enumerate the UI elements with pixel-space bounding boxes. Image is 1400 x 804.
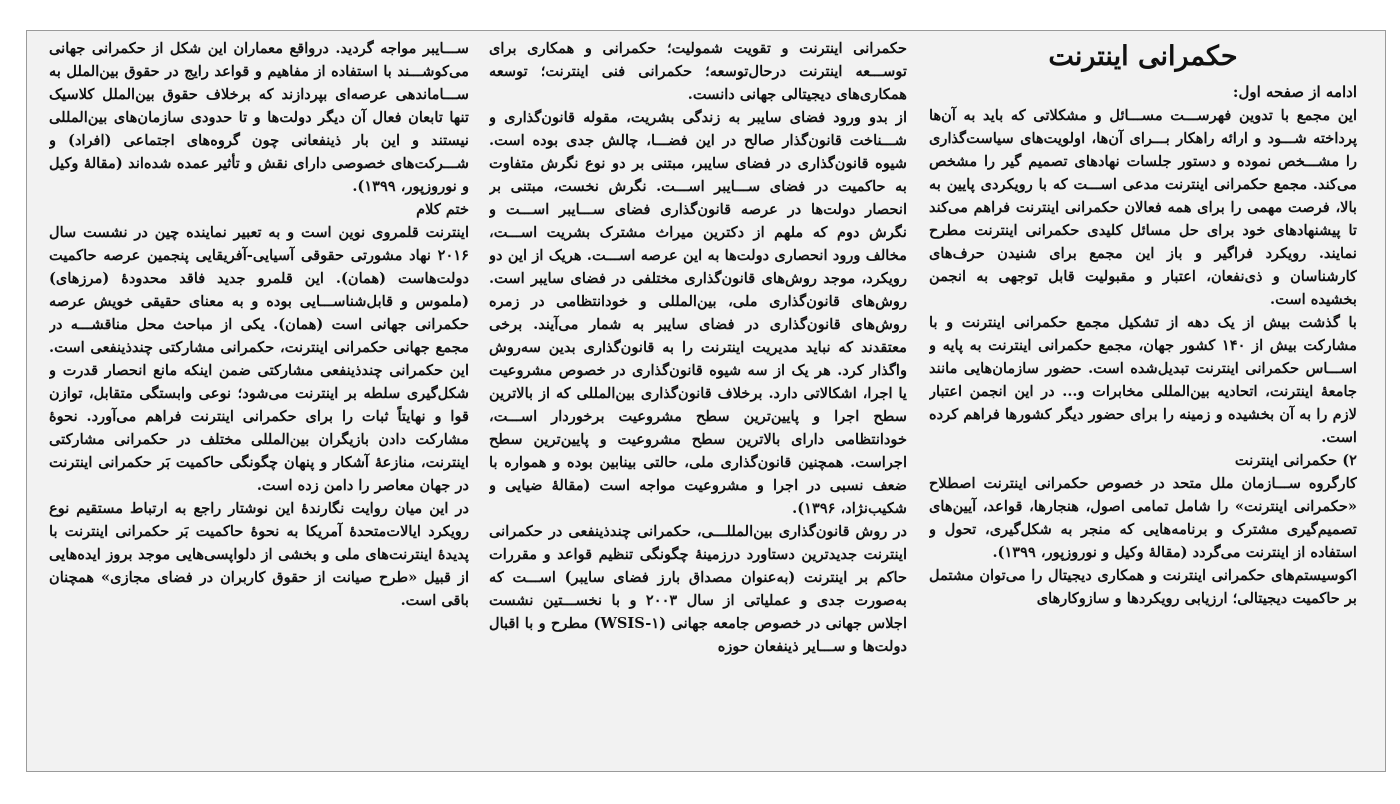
paragraph: اینترنت قلمروی نوین است و به تعبیر نماینده چین در نشست سال ۲۰۱۶ نهاد مشورتی حقوقی آسیایی-آفریقایی پنجمین عرصه حاکمیت دولت‌هاست (همان). این قلمرو جدید فاقد محدودهٔ (مرزهای) (ملموس و قابل‌شناســـایی بوده و به معنای حقیقی خویش عرصه حکمرانی جهانی است (همان). یکی از مباحث محل مناقشـــه در مجمع جهانی حکمرانی اینترنت، حکمرانی مشارکتی چندذینفعی است. این حکمرانی چندذینفعی مشارکتی ضمن اینکه مانع انحصار قدرت و شکل‌گیری سلطه بر اینترنت می‌شود؛ نوعی وابستگی متقابل، توازن قوا و نهایتاً ثبات را برای حکمرانی اینترنت فراهم می‌آورد. نحوهٔ مشارکت دادن بازیگران بین‌المللی مختلف در حکمرانی مشارکتی اینترنت، منازعهٔ آشکار و پنهان چگونگی حاکمیت بَر حکمرانی اینترنت در جهان معاصر را دامن زده است. xyxy=(49,224,469,494)
paragraph: در روش قانون‌گذاری بین‌المللـــی، حکمرانی چندذینفعی در حکمرانی اینترنت جدیدترین دستاورد درزمینهٔ چگونگی تنظیم قواعد و مقررات حاکم بر اینترنت (به‌عنوان مصداق بارز فضای سایبر) اســـت که به‌صورت جدی و عملیاتی از سال ۲۰۰۳ و با نخســـتین نشست اجلاس جهانی در خصوص جامعه جهانی (WSIS-۱) مطرح و با اقبال دولت‌ها و ســـایر ذینفعان حوزه xyxy=(489,523,907,655)
column-right xyxy=(929,37,1357,765)
paragraph: از بدو ورود فضای سایبر به زندگی بشریت، مقوله قانون‌گذاری و شـــناخت قانون‌گذار صالح در این فضـــا، چالش جدی بوده است. شیوه قانون‌گذاری در فضای سایبر، مبتنی بر دو نوع نگرش متفاوت به حاکمیت در فضای ســـایبر اســـت. نگرش نخست، مبتنی بر انحصار دولت‌ها در عرصه قانون‌گذاری فضای ســـایبر اســـت و نگرش دوم که ملهم از دکترین میراث مشترک بشریت اســـت، مخالف ورود انحصاری دولت‌ها به این عرصه اســـت. هریک از این دو رویکرد، موجد روش‌های قانون‌گذاری مختلفی در فضای سایبر است. روش‌های قانون‌گذاری ملی، بین‌المللی و خودانتظامی در زمره روش‌های قانون‌گذاری در فضای سایبر به شمار می‌آیند. برخی معتقدند که نباید مدیریت اینترنت را به قانون‌گذاری بدین سه‌روش واگذار کرد. هر یک از سه شیوه قانون‌گذاری در خصوص مشروعیت یا اجرا، اشکالاتی دارد. برخلاف قانون‌گذاری بین‌المللی که از بالاترین سطح اجرا و پایین‌ترین سطح مشروعیت برخوردار اســـت، خودانتظامی دارای بالاترین سطح مشروعیت و پایین‌ترین سطح اجراست. همچنین قانون‌گذاری ملی، حالتی بینابین بوده و همواره با ضعف نسبی در اجرا و مشروعیت مواجه است (مقالهٔ ضیایی و شکیب‌نژاد، ۱۳۹۶). xyxy=(489,109,907,517)
section-heading: ختم کلام xyxy=(416,201,469,218)
column-middle xyxy=(489,37,907,765)
paragraph: ســـایبر مواجه گردید. درواقع معماران این شکل از حکمرانی جهانی می‌کوشـــند با استفاده از مفاهیم و قواعد رایج در حقوق بین‌الملل به ســـاماندهی عرصه‌ای بپردازند که برخلاف حقوق بین‌الملل کلاسیک تنها تابعان فعال آن دیگر دولت‌ها و تا حدودی سازمان‌های بین‌المللی نیستند و این بار ذینفعانی چون گروه‌های اجتماعی (افراد) و شـــرکت‌های خصوصی دارای نقش و تأثیر عمده شده‌اند (مقالهٔ وکیل و نوروزپور، ۱۳۹۹). xyxy=(49,40,469,195)
paragraph: این مجمع با تدوین فهرســـت مســـائل و مشکلاتی که باید به آن‌ها پرداخته شـــود و ارائه راهکار بـــرای آن‌ها، اولویت‌های سیاست‌گذاری را مشـــخص نموده و دستور جلسات نهادهای تصمیم گیر را مشخص می‌کند. مجمع حکمرانی اینترنت مدعی اســـت که با رویکردی پایین به بالا، فرصت مهمی را برای همه فعالان حکمرانی اینترنت فراهم می‌کند تا پیشنهادهای خود برای حل مسائل کلیدی حکمرانی اینترنت مطرح نمایند. رویکرد فراگیر و باز این مجمع برای شنیدن حرف‌های کارشناسان و ذی‌نفعان، اعتبار و مقبولیت قابل توجهی به انجمن بخشیده است. xyxy=(929,107,1357,308)
continued-label: ادامه از صفحه اول: xyxy=(1232,83,1357,101)
column-left xyxy=(49,37,469,765)
paragraph: کارگروه ســـازمان ملل متحد در خصوص حکمرانی اینترنت اصطلاح «حکمرانی اینترنت» را شامل تمامی اصول، هنجارها، قواعد، آیین‌های تصمیم‌گیری مشترک و برنامه‌هایی که منجر به شکل‌گیری، تحول و استفاده از اینترنت می‌گردد (مقالهٔ وکیل و نوروزپور، ۱۳۹۹). xyxy=(929,475,1357,561)
paragraph: در این میان روایت نگارندهٔ این نوشتار راجع به ارتباط مستقیم نوع رویکرد ایالات‌متحدهٔ آمریکا به نحوهٔ حاکمیت بَر حکمرانی اینترنت با پدیدهٔ اینترنت‌های ملی و بخشی از دلواپسی‌هایی موجد بروز ایده‌هایی از قبیل «طرح صیانت از حقوق کاربران در فضای مجازی» همچنان باقی است. xyxy=(49,500,469,609)
paragraph: حکمرانی اینترنت و تقویت شمولیت؛ حکمرانی و همکاری برای توســـعه اینترنت درحال‌توسعه؛ حکمرانی فنی اینترنت؛ توسعه همکاری‌های دیجیتالی جهانی دانست. xyxy=(489,40,907,103)
paragraph: اکوسیستم‌های حکمرانی اینترنت و همکاری دیجیتال را می‌توان مشتمل بر حاکمیت دیجیتالی؛ ارزیابی رویکردها و سازوکارهای xyxy=(929,567,1357,607)
article-title: حکمرانی اینترنت xyxy=(1048,41,1238,72)
newspaper-page xyxy=(26,30,1386,772)
paragraph: با گذشت بیش از یک دهه از تشکیل مجمع حکمرانی اینترنت و با مشارکت بیش از ۱۴۰ کشور جهان، مجمع حکمرانی اینترنت به پایه و اســـاس حکمرانی اینترنت تبدیل‌شده است. حضور سازمان‌هایی مانند جامعهٔ اینترنت، اتحادیه بین‌المللی مخابرات و... در این انجمن اعتبار لازم را به آن بخشیده و زمینه را برای حضور دیگر کشورها فراهم کرده است. xyxy=(929,314,1357,446)
section-heading: ۲) حکمرانی اینترنت xyxy=(1234,452,1357,469)
